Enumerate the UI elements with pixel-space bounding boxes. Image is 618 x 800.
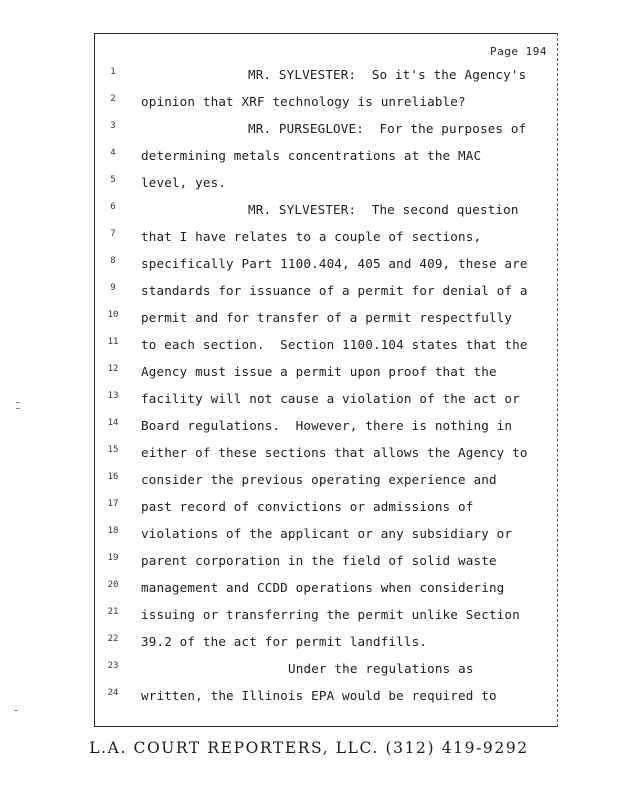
line-text: written, the Illinois EPA would be required to bbox=[141, 688, 497, 703]
line-text: violations of the applicant or any subsidiary or bbox=[141, 526, 513, 541]
line-number: 3 bbox=[110, 121, 116, 131]
line-number: 9 bbox=[110, 283, 116, 293]
scan-mark bbox=[16, 402, 20, 403]
line-number: 4 bbox=[110, 148, 116, 158]
transcript-line bbox=[95, 688, 557, 715]
line-text: either of these sections that allows the Agency to bbox=[141, 445, 528, 460]
transcript-line bbox=[95, 607, 557, 634]
line-number: 5 bbox=[110, 175, 116, 185]
line-number: 2 bbox=[110, 94, 116, 104]
line-text: management and CCDD operations when considering bbox=[141, 580, 505, 595]
scan-mark bbox=[16, 408, 20, 409]
line-number: 18 bbox=[107, 526, 119, 536]
line-text: issuing or transferring the permit unlike Section bbox=[141, 607, 520, 622]
transcript-line bbox=[95, 553, 557, 580]
line-number: 6 bbox=[110, 202, 116, 212]
line-text: MR. PURSEGLOVE: For the purposes of bbox=[248, 121, 527, 136]
line-number: 14 bbox=[107, 418, 119, 428]
line-text: Agency must issue a permit upon proof that the bbox=[141, 364, 497, 379]
line-number: 11 bbox=[107, 337, 119, 347]
transcript-line bbox=[95, 67, 557, 94]
transcript-line bbox=[95, 499, 557, 526]
transcript-line bbox=[95, 121, 557, 148]
line-text: past record of convictions or admissions of bbox=[141, 499, 474, 514]
line-number: 13 bbox=[107, 391, 119, 401]
transcript-page bbox=[94, 33, 558, 727]
transcript-line bbox=[95, 364, 557, 391]
line-text: specifically Part 1100.404, 405 and 409, these are bbox=[141, 256, 528, 271]
transcript-line bbox=[95, 418, 557, 445]
transcript-line bbox=[95, 256, 557, 283]
transcript-line bbox=[95, 229, 557, 256]
line-number: 12 bbox=[107, 364, 119, 374]
line-text: opinion that XRF technology is unreliable? bbox=[141, 94, 466, 109]
line-number: 24 bbox=[107, 688, 119, 698]
line-number: 7 bbox=[110, 229, 116, 239]
line-text: consider the previous operating experience and bbox=[141, 472, 497, 487]
transcript-line bbox=[95, 580, 557, 607]
transcript-line bbox=[95, 175, 557, 202]
court-reporter-footer: L.A. COURT REPORTERS, LLC. (312) 419-9292 bbox=[89, 739, 529, 757]
line-text: level, yes. bbox=[141, 175, 227, 190]
line-number: 21 bbox=[107, 607, 119, 617]
line-text: parent corporation in the field of solid waste bbox=[141, 553, 497, 568]
line-number: 8 bbox=[110, 256, 116, 266]
transcript-line bbox=[95, 634, 557, 661]
line-number: 23 bbox=[107, 661, 119, 671]
transcript-line bbox=[95, 94, 557, 121]
line-text: MR. SYLVESTER: So it's the Agency's bbox=[248, 67, 527, 82]
transcript-line bbox=[95, 337, 557, 364]
line-text: standards for issuance of a permit for denial of a bbox=[141, 283, 528, 298]
line-number: 19 bbox=[107, 553, 119, 563]
transcript-line bbox=[95, 472, 557, 499]
line-number: 20 bbox=[107, 580, 119, 590]
line-text: facility will not cause a violation of the act or bbox=[141, 391, 520, 406]
transcript-line bbox=[95, 148, 557, 175]
line-text: to each section. Section 1100.104 states that the bbox=[141, 337, 528, 352]
line-text: permit and for transfer of a permit respectfully bbox=[141, 310, 513, 325]
transcript-line bbox=[95, 661, 557, 688]
transcript-line bbox=[95, 391, 557, 418]
transcript-line bbox=[95, 445, 557, 472]
page-number: Page 194 bbox=[490, 45, 547, 58]
line-text: 39.2 of the act for permit landfills. bbox=[141, 634, 428, 649]
line-number: 16 bbox=[107, 472, 119, 482]
line-text: MR. SYLVESTER: The second question bbox=[248, 202, 519, 217]
line-number: 10 bbox=[107, 310, 119, 320]
line-text: Under the regulations as bbox=[288, 661, 474, 676]
line-number: 1 bbox=[110, 67, 116, 77]
transcript-line bbox=[95, 526, 557, 553]
line-number: 22 bbox=[107, 634, 119, 644]
line-number: 17 bbox=[107, 499, 119, 509]
scan-mark bbox=[14, 710, 18, 711]
line-text: determining metals concentrations at the MAC bbox=[141, 148, 482, 163]
transcript-line bbox=[95, 202, 557, 229]
transcript-line bbox=[95, 283, 557, 310]
line-number: 15 bbox=[107, 445, 119, 455]
line-text: Board regulations. However, there is nothing in bbox=[141, 418, 513, 433]
line-text: that I have relates to a couple of sections, bbox=[141, 229, 482, 244]
transcript-line bbox=[95, 310, 557, 337]
